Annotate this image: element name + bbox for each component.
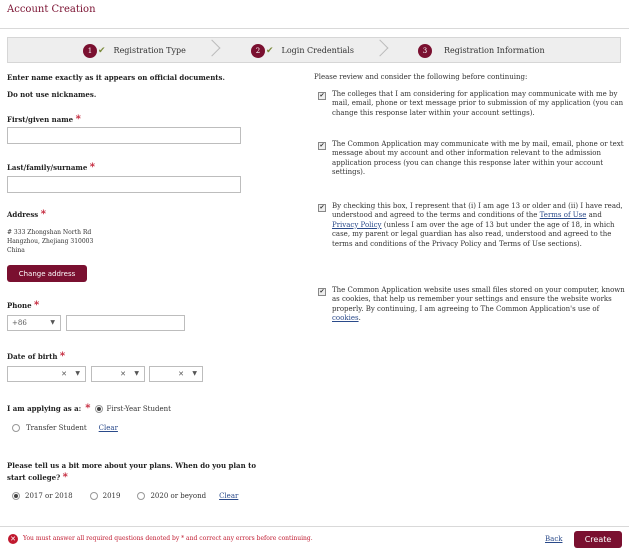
required-asterisk: * xyxy=(89,162,95,173)
change-address-button[interactable]: Change address xyxy=(7,265,87,282)
question-line: start college? * xyxy=(7,472,68,483)
required-asterisk: * xyxy=(34,300,40,311)
address-line: China xyxy=(7,247,25,254)
caret-down-icon: ▼ xyxy=(50,319,55,326)
consent-cookies-text: The Common Application website uses small files stored on your computer, known as cookies, that help us remember your settings and ensure the website works properly. By continuing, I am agreeing to The Common Application's use of cookies. xyxy=(332,286,625,323)
consent-colleges-checkbox[interactable]: ✔ xyxy=(319,92,325,99)
required-asterisk: * xyxy=(59,351,66,362)
dob-year-select[interactable] xyxy=(149,366,203,382)
radio-2019[interactable] xyxy=(90,492,98,500)
applying-as-row2 xyxy=(12,424,118,432)
address-line: # 333 Zhongshan North Rd xyxy=(7,229,92,236)
consent-intro: Please review and consider the following before continuing: xyxy=(314,73,528,81)
step-registration-type[interactable] xyxy=(83,42,186,59)
radio-first-year[interactable] xyxy=(95,405,103,413)
address-line: Hangzhou, Zhejiang 310003 xyxy=(7,238,94,245)
clear-icon[interactable]: ✕ xyxy=(61,370,67,378)
last-name-input[interactable] xyxy=(7,176,241,193)
caret-down-icon: ▼ xyxy=(134,370,139,377)
privacy-policy-link[interactable]: Privacy Policy xyxy=(332,220,382,229)
radio-label: First-Year Student xyxy=(106,404,171,413)
radio-transfer[interactable] xyxy=(12,424,20,432)
progress-steps xyxy=(7,37,621,63)
checkmark-icon: ✔ xyxy=(98,45,106,56)
step-number: 3 xyxy=(418,44,432,58)
step-label: Registration Type xyxy=(113,46,186,55)
step-label: Registration Information xyxy=(444,46,545,55)
radio-label: 2020 or beyond xyxy=(150,492,207,500)
plans-question xyxy=(7,460,256,484)
consent-colleges-text: The colleges that I am considering for application may communicate with me by mail, email, phone or text message prior to submission of my application (you can change this response later within your account settings). xyxy=(332,90,624,117)
consent-terms-text: By checking this box, I represent that (i) I am age 13 or older and (ii) I have read, understood and agreed to the terms and conditions of the Terms of Use and Privacy Policy (unless I am over the age of 13 but under the age of 18, in which case, my parent or legal guardian has also read, understood and agreed to the terms and conditions of the Privacy Policy and Terms of Use sections). xyxy=(332,202,623,248)
dob-day-select[interactable] xyxy=(91,366,145,382)
step-login-credentials[interactable] xyxy=(251,42,354,59)
step-label: Login Credentials xyxy=(281,46,354,55)
consent-terms-checkbox[interactable]: ✔ xyxy=(319,204,325,211)
last-name-label: Last/family/surname * xyxy=(7,162,95,173)
plans-radio-group xyxy=(12,492,238,500)
required-asterisk: * xyxy=(85,403,91,414)
consent-commonapp-text: The Common Application may communicate with me by mail, email, phone or text message about my account and other information relevant to the admission application process (you can change this response later within your account settings). xyxy=(332,140,624,177)
dob-label: Date of birth * xyxy=(7,351,66,362)
terms-of-use-link[interactable]: Terms of Use xyxy=(539,211,587,220)
consent-cookies-checkbox[interactable]: ✔ xyxy=(319,288,325,295)
radio-label: 2019 xyxy=(102,492,121,500)
question-line: Please tell us a bit more about your plans. When do you plan to xyxy=(7,461,257,470)
clear-applying-link[interactable]: Clear xyxy=(98,424,118,432)
first-name-input[interactable] xyxy=(7,127,241,144)
create-button[interactable]: Create xyxy=(574,531,622,548)
error-message: You must answer all required questions denoted by * and correct any errors before continuing. xyxy=(23,535,313,542)
radio-label: Transfer Student xyxy=(26,424,87,432)
caret-down-icon: ▼ xyxy=(192,370,197,377)
dob-month-select[interactable] xyxy=(7,366,86,382)
consent-commonapp-checkbox[interactable]: ✔ xyxy=(319,142,325,149)
checkmark-icon: ✔ xyxy=(266,45,274,56)
country-code-value: +86 xyxy=(12,319,27,327)
phone-number-input[interactable] xyxy=(66,315,185,331)
caret-down-icon: ▼ xyxy=(75,370,80,377)
address-label: Address * xyxy=(7,209,46,220)
step-number: 2 xyxy=(251,44,265,58)
back-link[interactable]: Back xyxy=(545,535,563,543)
radio-label: 2017 or 2018 xyxy=(25,492,73,500)
cookies-link[interactable]: cookies xyxy=(332,314,359,323)
error-icon: ✕ xyxy=(8,534,18,544)
phone-country-code-select[interactable] xyxy=(7,315,61,331)
first-name-label: First/given name * xyxy=(7,114,81,125)
address-display xyxy=(7,228,93,255)
phone-label: Phone * xyxy=(7,300,40,311)
step-number: 1 xyxy=(83,44,97,58)
instruction-text: Do not use nicknames. xyxy=(7,90,97,99)
radio-2017-2018[interactable] xyxy=(12,492,20,500)
divider xyxy=(0,526,629,527)
applying-as-group xyxy=(7,403,171,414)
radio-2020-beyond[interactable] xyxy=(137,492,145,500)
required-asterisk: * xyxy=(75,114,81,125)
chevron-right-icon xyxy=(204,40,221,57)
page-title: Account Creation xyxy=(7,4,96,15)
divider xyxy=(0,28,629,29)
required-asterisk: * xyxy=(40,209,46,220)
step-registration-information[interactable] xyxy=(418,42,545,59)
clear-plans-link[interactable]: Clear xyxy=(219,492,239,500)
clear-icon[interactable]: ✕ xyxy=(120,370,126,378)
chevron-right-icon xyxy=(372,40,389,57)
applying-as-label: I am applying as a: xyxy=(7,404,82,413)
instruction-text: Enter name exactly as it appears on official documents. xyxy=(7,73,225,82)
required-asterisk: * xyxy=(62,472,68,483)
clear-icon[interactable]: ✕ xyxy=(178,370,184,378)
